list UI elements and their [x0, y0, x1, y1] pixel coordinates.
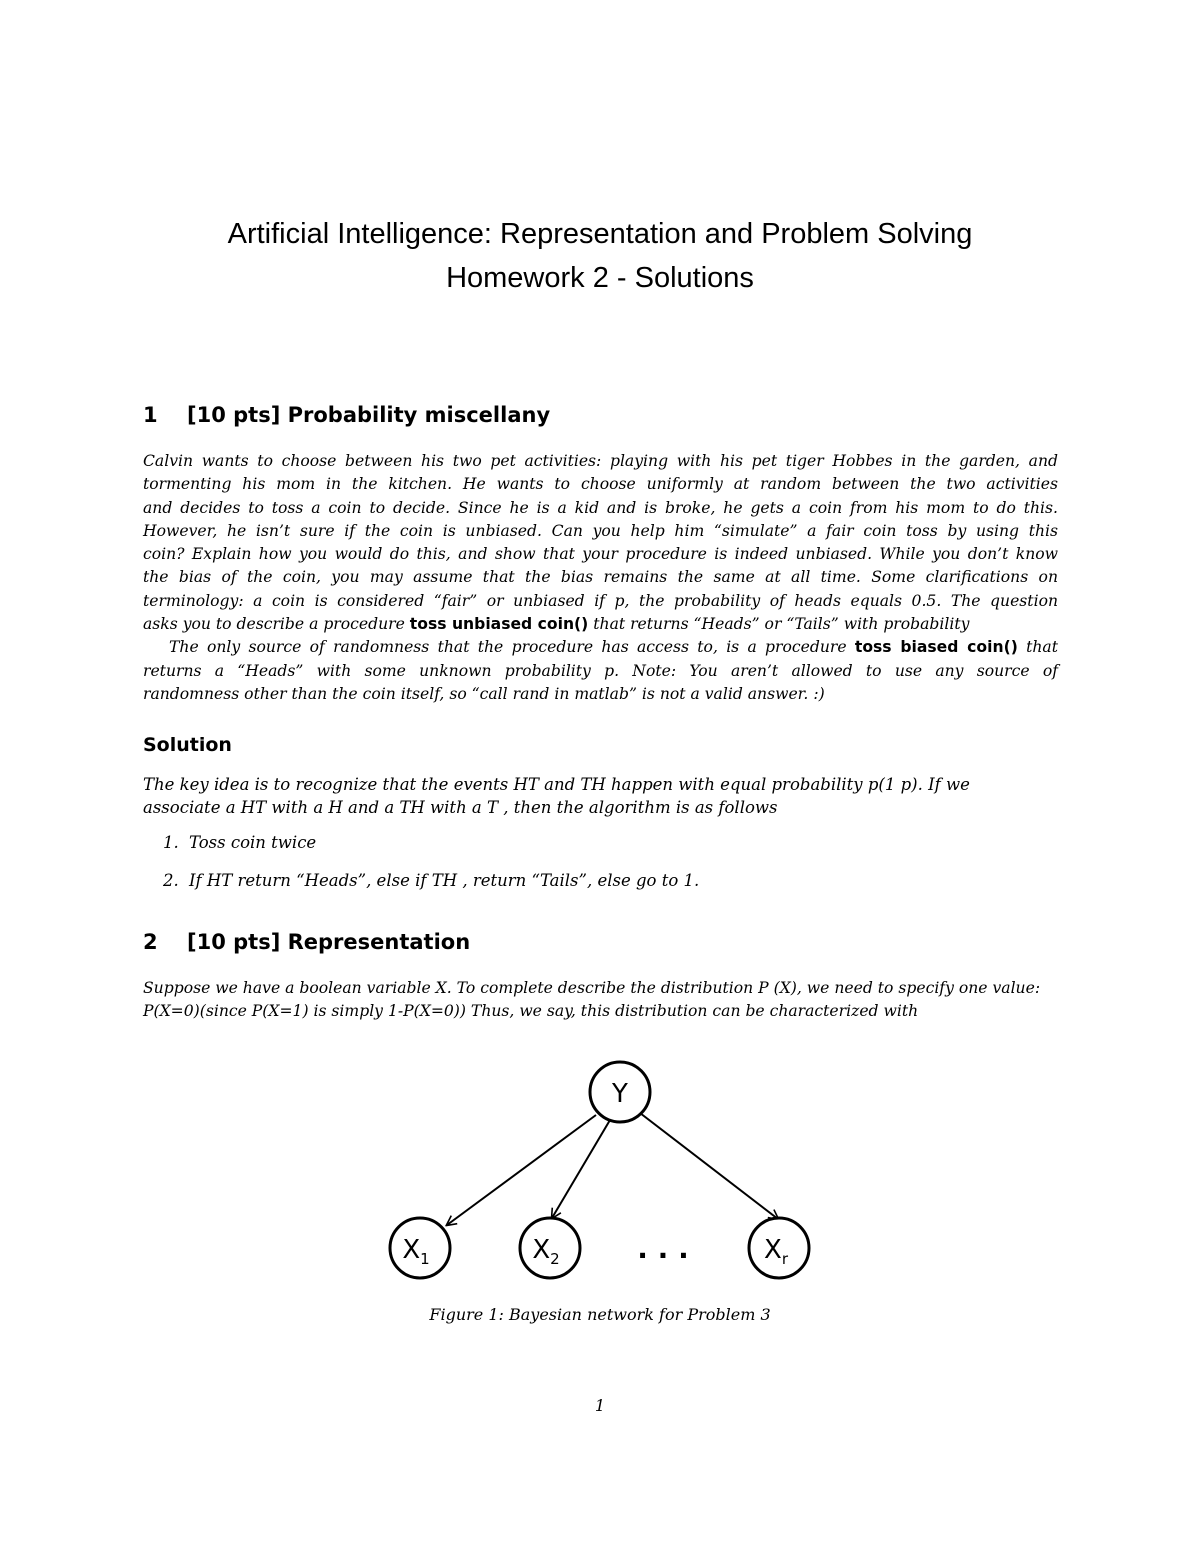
solution-body	[143, 773, 1061, 819]
body-line: P(X=0)(since P(X=1) is simply 1-P(X=0)) Thus, we say, this distribution can be characterized with	[143, 1002, 919, 1021]
body-line: returns a “Heads” with some unknown probability p. Note: You aren’t allowed to use any source of	[143, 661, 1058, 680]
body-line: coin? Explain how you would do this, and show that your procedure is indeed unbiased. While you don’t know	[143, 545, 1058, 564]
list-item	[163, 871, 699, 890]
body-line: However, he isn’t sure if the coin is unbiased. Can you help him “simulate” a fair coin toss by using this	[143, 521, 1058, 540]
solution-heading: Solution	[143, 734, 232, 756]
body-line: and decides to toss a coin to decide. Since he is a kid and is broke, he gets a coin from his mom to do this.	[143, 498, 1058, 517]
title-line-2: Homework 2 - Solutions	[446, 262, 754, 294]
section-1-body	[143, 450, 1058, 706]
step-number: 1.	[163, 833, 179, 852]
solution-line: The key idea is to recognize that the events HT and TH happen with equal probability p(1 p). If we	[143, 775, 970, 794]
edge-y-xr	[640, 1113, 778, 1219]
section-2-title: [10 pts] Representation	[187, 930, 471, 954]
body-text: that returns “Heads” or “Tails” with probability	[593, 615, 970, 634]
node-xr-subscript: r	[781, 1250, 788, 1268]
procedure-name-biased: toss biased coin()	[854, 638, 1018, 657]
step-number: 2.	[163, 871, 179, 890]
edge-y-x1	[447, 1115, 596, 1225]
section-1-number: 1	[143, 403, 158, 427]
title-line-1: Artificial Intelligence: Representation and Problem Solving	[227, 218, 973, 250]
figure-caption: Figure 1: Bayesian network for Problem 3	[429, 1305, 771, 1324]
ellipsis: . . .	[637, 1232, 689, 1265]
body-line	[143, 613, 1058, 636]
section-2-body	[143, 977, 1061, 1024]
body-text: that	[1026, 638, 1058, 657]
body-line: terminology: a coin is considered “fair” or unbiased if p, the probability of heads equals 0.5. The question	[143, 591, 1058, 610]
document-title	[0, 212, 1200, 300]
body-line: Suppose we have a boolean variable X. To complete describe the distribution P (X), we need to specify one value:	[143, 979, 1041, 997]
body-line: tormenting his mom in the kitchen. He wants to choose uniformly at random between the two activities	[143, 475, 1058, 494]
list-item	[163, 833, 316, 852]
solution-line: associate a HT with a H and a TH with a T , then the algorithm is as follows	[143, 798, 778, 817]
node-y-label: Y	[612, 1079, 628, 1109]
body-line	[143, 636, 1058, 659]
body-text: The only source of randomness that the procedure has access to, is a procedure	[169, 638, 847, 657]
step-text: If HT return “Heads”, else if TH , return “Tails”, else go to 1.	[189, 871, 700, 890]
node-x2-letter: X	[532, 1235, 551, 1265]
section-1-title: [10 pts] Probability miscellany	[187, 403, 551, 427]
body-line: randomness other than the coin itself, so “call rand in matlab” is not a valid answer. :)	[143, 684, 825, 703]
section-2-number: 2	[143, 930, 158, 954]
node-x2-subscript: 2	[550, 1250, 560, 1268]
procedure-name-unbiased: toss unbiased coin()	[409, 615, 589, 634]
solution-steps-2	[163, 871, 699, 890]
body-line: the bias of the coin, you may assume that the bias remains the same at all time. Some clarifications on	[143, 568, 1058, 587]
node-xr-letter: X	[764, 1235, 782, 1265]
body-line: Calvin wants to choose between his two pet activities: playing with his pet tiger Hobbes in the garden, and	[143, 452, 1058, 470]
bayesian-network-figure	[380, 1055, 820, 1290]
section-2-heading	[143, 930, 470, 954]
node-x1-letter: X	[402, 1235, 421, 1265]
solution-steps	[163, 833, 316, 852]
node-x1-subscript: 1	[420, 1250, 430, 1268]
step-text: Toss coin twice	[189, 833, 317, 852]
edge-y-x2	[552, 1120, 610, 1218]
page-number: 1	[594, 1396, 606, 1415]
section-1-heading	[143, 403, 550, 427]
body-text: asks you to describe a procedure	[143, 615, 405, 634]
